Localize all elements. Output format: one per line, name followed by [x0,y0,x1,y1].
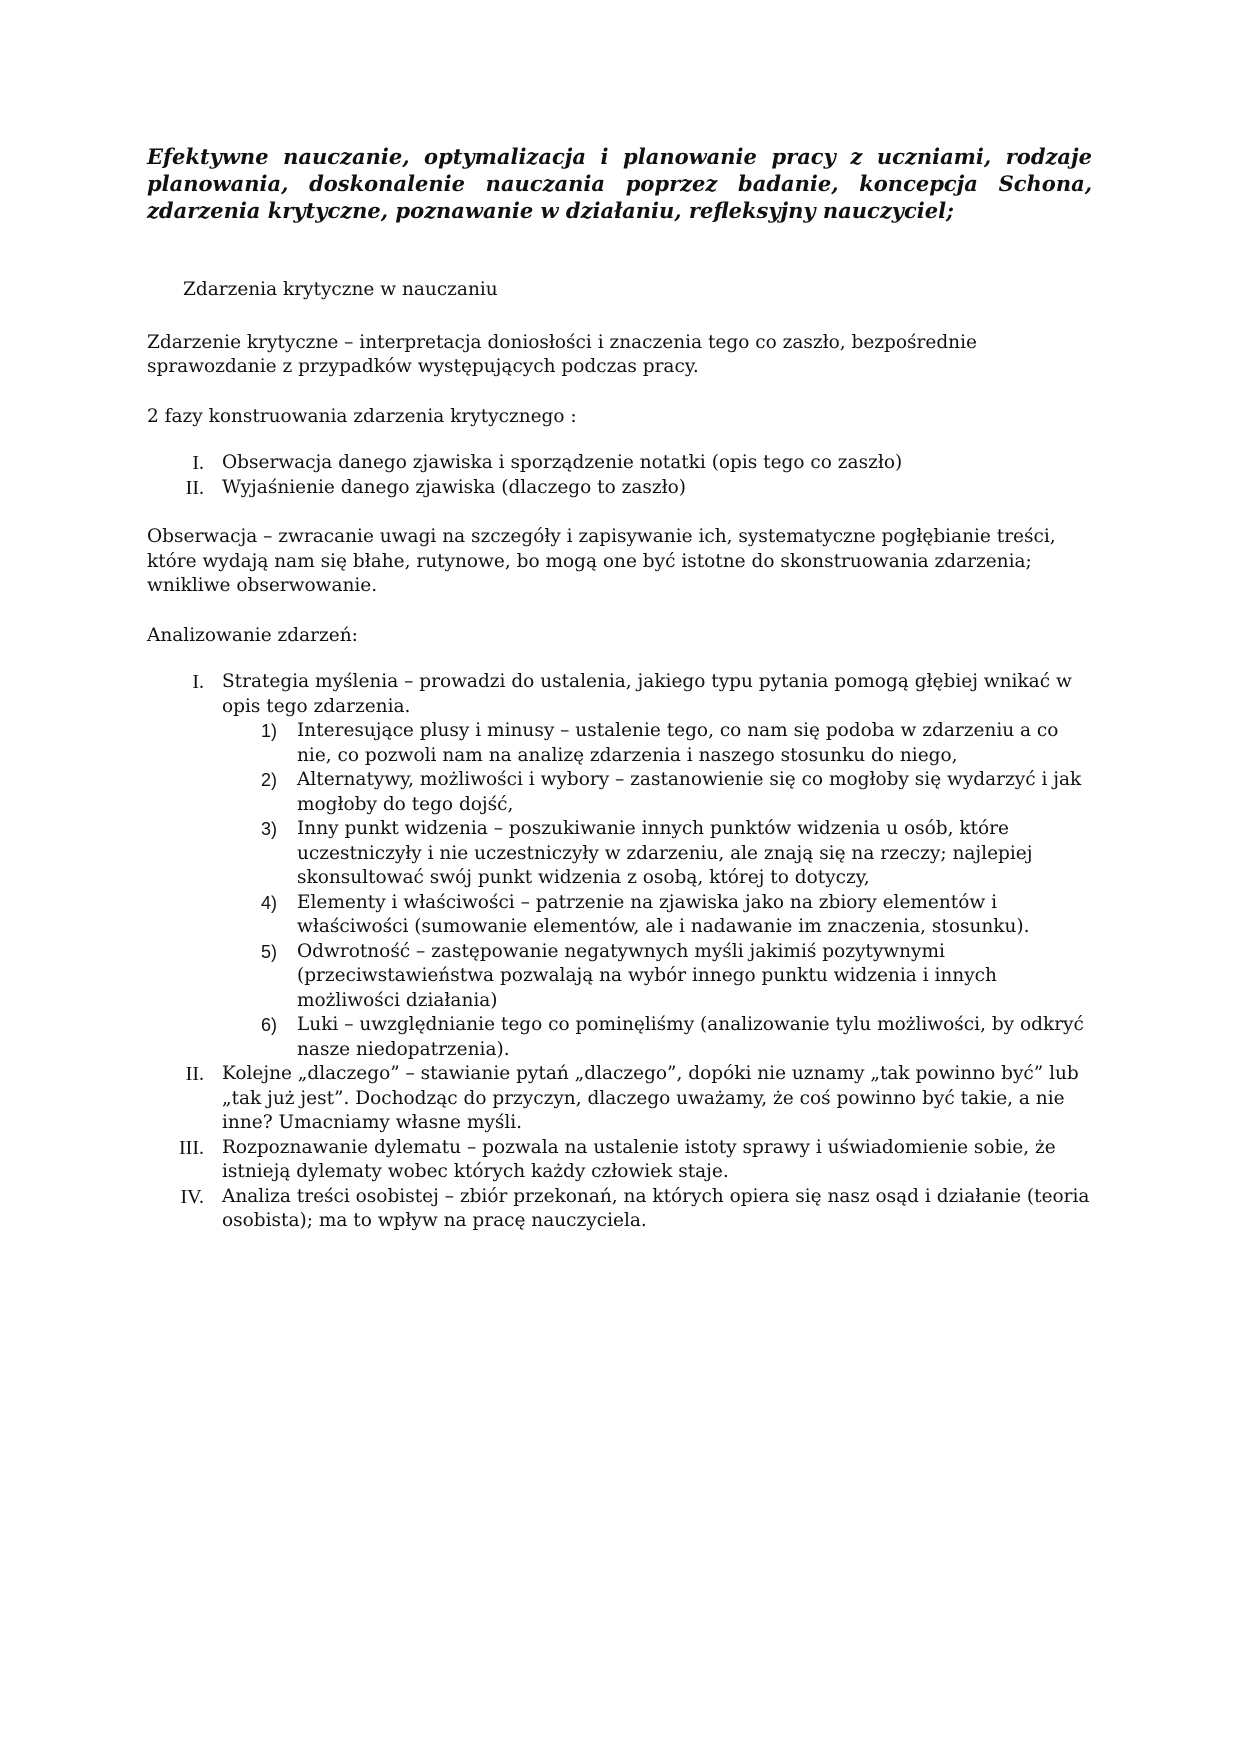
list-number: III. [179,1136,204,1159]
section-subtitle: Zdarzenia krytyczne w nauczaniu [183,279,498,300]
sub-list-item [222,891,1092,940]
sub-list-number: 1) [260,721,277,741]
analysis-heading: Analizowanie zdarzeń: [147,624,358,646]
list-item [147,670,1092,1062]
list-item [147,451,1092,476]
document-content [147,143,1092,1234]
analysis-list [147,670,1092,1234]
sub-list-item [222,940,1092,1014]
list-item [147,1062,1092,1136]
list-item [147,476,1092,501]
sub-list-item-text: Odwrotność – zastępowanie negatywnych myśli jakimiś pozytywnymi (przeciwstawieństwa pozwalają na wybór innego punktu widzenia i innych możliwości działania) [297,940,997,1011]
sub-list-number: 5) [260,941,277,962]
list-item-text: Kolejne „dlaczego” – stawianie pytań „dlaczego”, dopóki nie uznamy „tak powinno być” lub „tak już jest”. Dochodząc do przyczyn, dlaczego uważamy, że coś powinno być takie, a nie inne? Umacniamy własne myśli. [222,1063,1079,1133]
definition-paragraph: Zdarzenie krytyczne – interpretacja doniosłości i znaczenia tego co zaszło, bezpośrednie sprawozdanie z przypadków występujących podczas pracy. [147,331,977,377]
list-item-text: Wyjaśnienie danego zjawiska (dlaczego to zaszło) [222,476,686,498]
sub-list-number: 3) [260,819,277,839]
sub-list [222,719,1092,1062]
list-number: I. [192,671,204,693]
observation-paragraph: Obserwacja – zwracanie uwagi na szczegóły i zapisywanie ich, systematyczne pogłębianie treści, które wydają nam się błahe, rutynowe, bo mogą one być istotne do skonstruowania zdarzenia; wnikliwe obserwowanie. [147,526,1056,596]
sub-list-item [222,719,1092,768]
list-number: II. [185,1063,204,1085]
document-title: Efektywne nauczanie, optymalizacja i planowanie pracy z uczniami, rodzaje planowania, doskonalenie nauczania poprzez badanie, koncepcja Schona, zdarzenia krytyczne, poznawanie w działaniu, refleksyjny nauczyciel; [147,144,1092,223]
sub-list-item-text: Alternatywy, możliwości i wybory – zastanowienie się co mogłoby się wydarzyć i jak mogłoby do tego dojść, [297,769,1082,815]
list-number: IV. [180,1185,204,1208]
list-item-text: Rozpoznawanie dylematu – pozwala na ustalenie istoty sprawy i uświadomienie sobie, że istnieją dylematy wobec których każdy człowiek staje. [222,1136,1056,1182]
sub-list-item-text: Inny punkt widzenia – poszukiwanie innych punktów widzenia u osób, które uczestniczyły i nie uczestniczyły w zdarzeniu, ale znają się na rzeczy; najlepiej skonsultować swój punkt widzenia z osobą, której to dotyczy, [297,818,1033,888]
sub-list-number: 2) [260,770,277,790]
list-number: I. [192,452,204,474]
list-item-text: Strategia myślenia – prowadzi do ustalenia, jakiego typu pytania pomogą głębiej wnikać w opis tego zdarzenia. [222,671,1072,717]
list-item-text: Obserwacja danego zjawiska i sporządzenie notatki (opis tego co zaszło) [222,452,903,473]
phases-list [147,451,1092,500]
list-item-text: Analiza treści osobistej – zbiór przekonań, na których opiera się nasz osąd i działanie (teoria osobista); ma to wpływ na pracę nauczyciela. [222,1185,1090,1231]
sub-list-item-text: Elementy i właściwości – patrzenie na zjawiska jako na zbiory elementów i właściwości (sumowanie elementów, ale i nadawanie im znaczenia, stosunku). [297,891,1030,937]
sub-list-item-text: Luki – uwzględnianie tego co pominęliśmy (analizowanie tylu możliwości, by odkryć nasze niedopatrzenia). [297,1014,1084,1060]
list-item [147,1136,1092,1185]
sub-list-number: 6) [260,1015,277,1035]
list-item [147,1185,1092,1234]
sub-list-item [222,1013,1092,1062]
sub-list-item [222,768,1092,817]
sub-list-number: 4) [260,892,277,913]
sub-list-item-text: Interesujące plusy i minusy – ustalenie tego, co nam się podoba w zdarzeniu a co nie, co pozwoli nam na analizę zdarzenia i naszego stosunku do niego, [297,720,1059,766]
sub-list-item [222,817,1092,891]
list-number: II. [185,476,204,499]
phases-heading: 2 fazy konstruowania zdarzenia krytycznego : [147,405,577,427]
